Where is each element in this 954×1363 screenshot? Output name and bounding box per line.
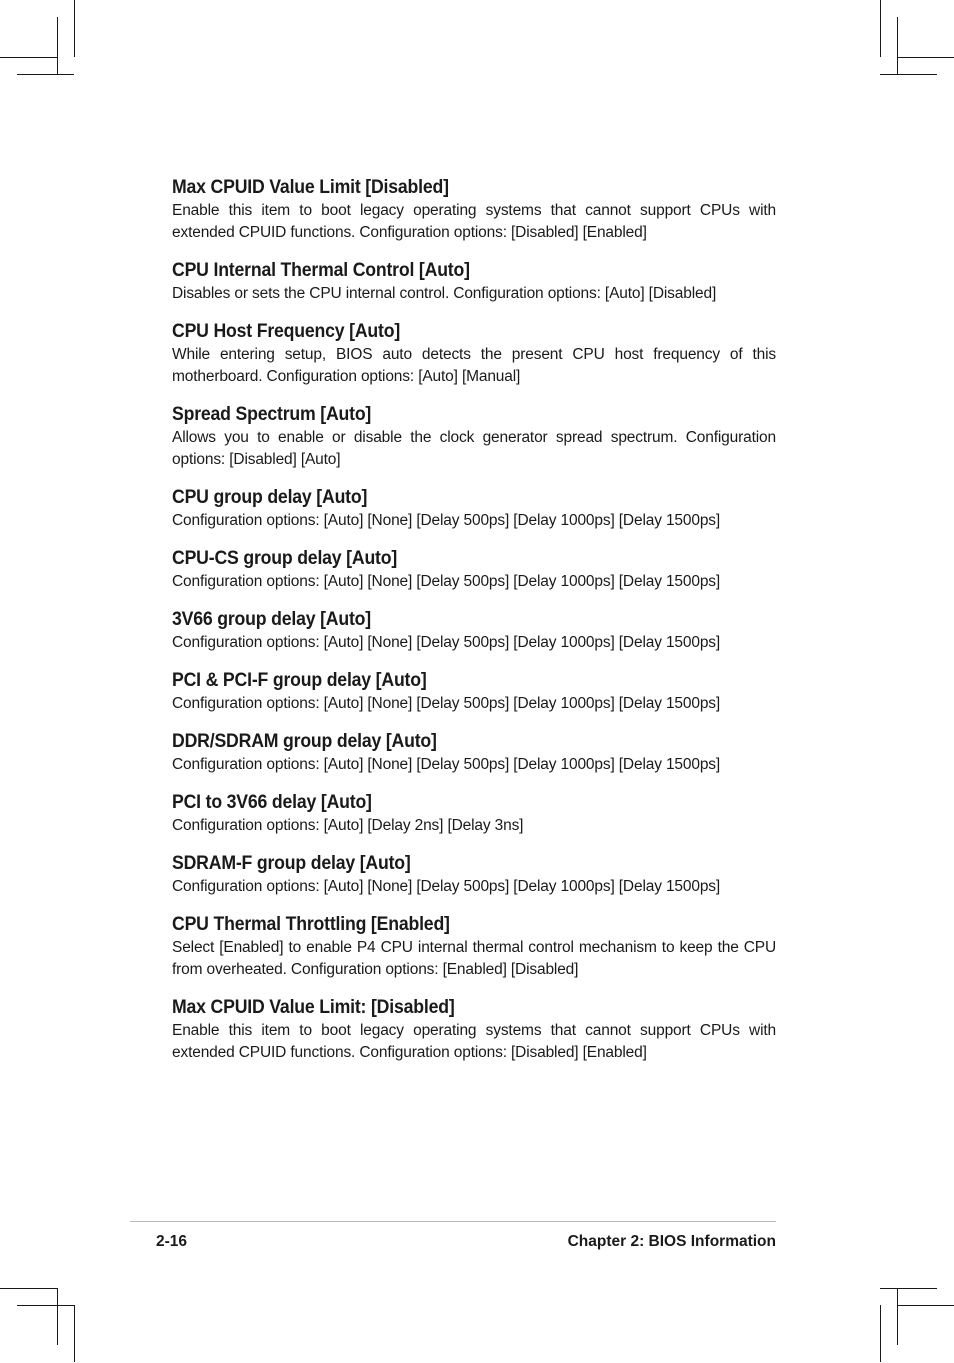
section-cpu-internal-thermal <box>172 259 776 305</box>
section-body: Configuration options: [Auto] [None] [Delay 500ps] [Delay 1000ps] [Delay 1500ps] <box>172 878 721 895</box>
section-body: Configuration options: [Auto] [Delay 2ns] [Delay 3ns] <box>172 817 524 834</box>
section-heading: Spread Spectrum [Auto] <box>172 404 372 425</box>
section-body: Enable this item to boot legacy operating systems that cannot support CPUs with extended CPUID functions. Configuration options: [Disabled] [Enabled] <box>172 202 776 241</box>
page-number: 2-16 <box>156 1233 188 1250</box>
chapter-title: Chapter 2: BIOS Information <box>567 1233 776 1250</box>
section-spread-spectrum <box>172 403 776 471</box>
section-heading: CPU group delay [Auto] <box>172 487 368 508</box>
section-cpu-cs-group-delay <box>172 547 776 593</box>
section-body: Allows you to enable or disable the clock generator spread spectrum. Configuration options: [Disabled] [Auto] <box>172 429 776 468</box>
section-body: Configuration options: [Auto] [None] [Delay 500ps] [Delay 1000ps] [Delay 1500ps] <box>172 695 721 712</box>
section-heading: Max CPUID Value Limit: [Disabled] <box>172 997 455 1018</box>
section-body: Configuration options: [Auto] [None] [Delay 500ps] [Delay 1000ps] [Delay 1500ps] <box>172 634 721 651</box>
section-body: Disables or sets the CPU internal control. Configuration options: [Auto] [Disabled] <box>172 285 717 302</box>
section-max-cpuid <box>172 176 776 244</box>
section-heading: CPU Thermal Throttling [Enabled] <box>172 914 450 935</box>
section-heading: SDRAM-F group delay [Auto] <box>172 853 411 874</box>
section-pci-group-delay <box>172 669 776 715</box>
section-body: Configuration options: [Auto] [None] [Delay 500ps] [Delay 1000ps] [Delay 1500ps] <box>172 756 721 773</box>
section-body: Select [Enabled] to enable P4 CPU internal thermal control mechanism to keep the CPU from overheated. Configuration options: [Enabled] [Disabled] <box>172 939 776 978</box>
section-heading: DDR/SDRAM group delay [Auto] <box>172 731 437 752</box>
section-heading: Max CPUID Value Limit [Disabled] <box>172 177 449 198</box>
section-heading: PCI to 3V66 delay [Auto] <box>172 792 372 813</box>
section-max-cpuid-limit <box>172 996 776 1064</box>
section-body: Configuration options: [Auto] [None] [Delay 500ps] [Delay 1000ps] [Delay 1500ps] <box>172 573 721 590</box>
section-body: Configuration options: [Auto] [None] [Delay 500ps] [Delay 1000ps] [Delay 1500ps] <box>172 512 721 529</box>
section-heading: CPU Internal Thermal Control [Auto] <box>172 260 470 281</box>
section-body: While entering setup, BIOS auto detects the present CPU host frequency of this motherboard. Configuration options: [Auto] [Manual] <box>172 346 776 385</box>
page-content <box>172 176 776 1079</box>
section-cpu-thermal-throttling <box>172 913 776 981</box>
section-3v66-group-delay <box>172 608 776 654</box>
section-heading: 3V66 group delay [Auto] <box>172 609 371 630</box>
section-sdram-f-group-delay <box>172 852 776 898</box>
section-pci-to-3v66-delay <box>172 791 776 837</box>
section-ddr-sdram-group-delay <box>172 730 776 776</box>
section-heading: CPU Host Frequency [Auto] <box>172 321 401 342</box>
section-cpu-group-delay <box>172 486 776 532</box>
footer-divider <box>130 1221 776 1222</box>
section-heading: PCI & PCI-F group delay [Auto] <box>172 670 427 691</box>
section-body: Enable this item to boot legacy operating systems that cannot support CPUs with extended CPUID functions. Configuration options: [Disabled] [Enabled] <box>172 1022 776 1061</box>
section-cpu-host-frequency <box>172 320 776 388</box>
section-heading: CPU-CS group delay [Auto] <box>172 548 398 569</box>
